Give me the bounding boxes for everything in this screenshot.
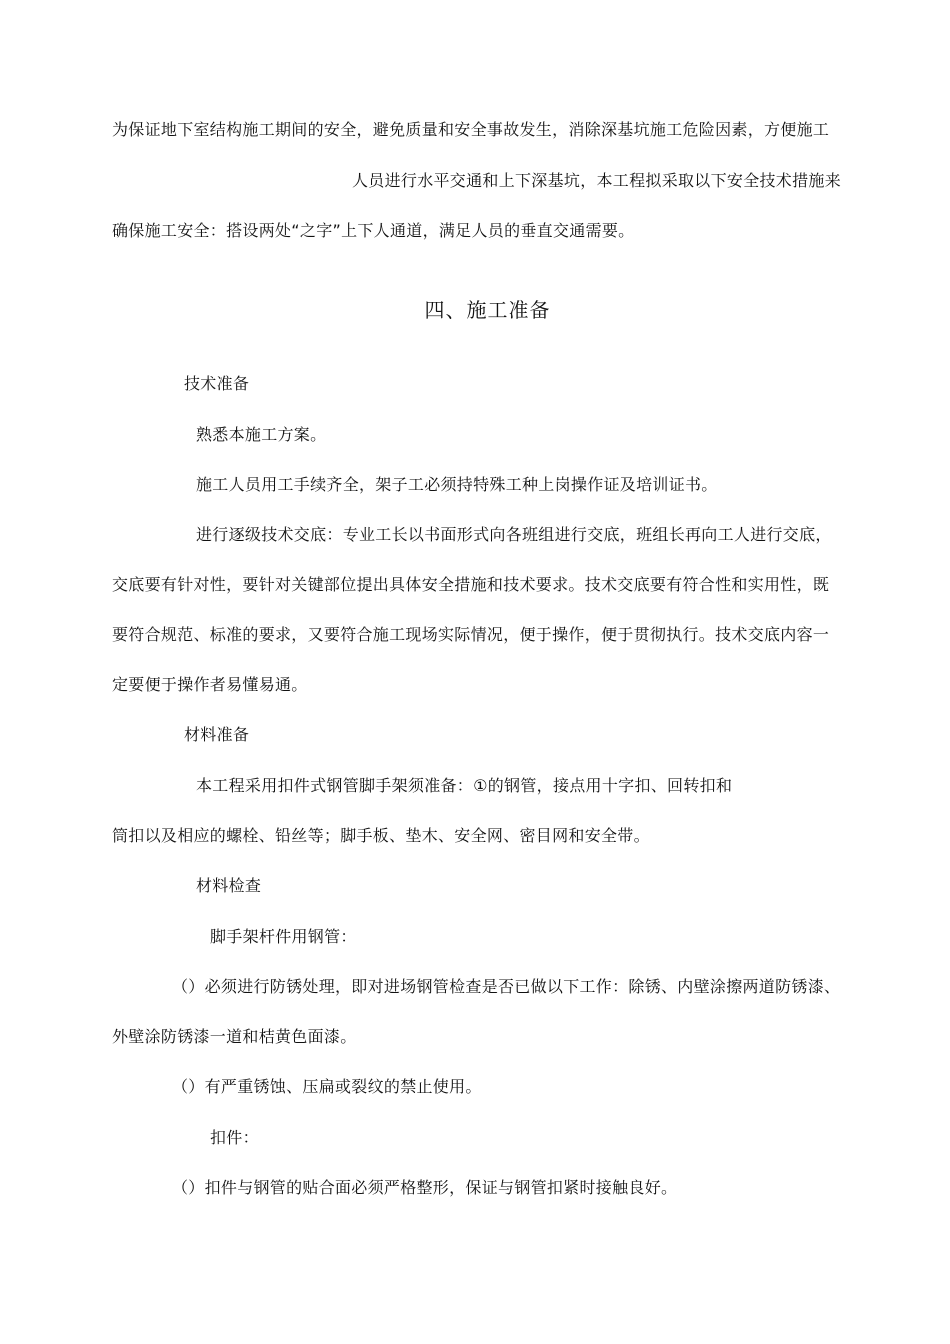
tech-prep-item-3-line-2: 交底要有针对性，要针对关键部位提出具体安全措施和技术要求。技术交底要有符合性和实用性，既 [112, 575, 830, 594]
steel-pipe-heading: 脚手架杆件用钢管： [210, 927, 357, 946]
tech-prep-item-2: 施工人员用工手续齐全，架子工必须持特殊工种上岗操作证及培训证书。 [196, 475, 718, 494]
tech-prep-item-3-line-3: 要符合规范、标准的要求，又要符合施工现场实际情况，便于操作，便于贯彻执行。技术交底内容一 [112, 625, 830, 644]
tech-prep-item-3-line-1: 进行逐级技术交底：专业工长以书面形式向各班组进行交底，班组长再向工人进行交底， [196, 525, 832, 544]
material-prep-line-1: 本工程采用扣件式钢管脚手架须准备：①的钢管，接点用十字扣、回转扣和 [196, 776, 733, 795]
intro-line-1: 为保证地下室结构施工期间的安全，避免质量和安全事故发生，消除深基坑施工危险因素，方便施工 [112, 120, 830, 139]
intro-line-3: 确保施工安全：搭设两处“之字”上下人通道，满足人员的垂直交通需要。 [112, 221, 635, 240]
material-prep-line-2: 筒扣以及相应的螺栓、铅丝等；脚手板、垫木、安全网、密目网和安全带。 [112, 826, 650, 845]
intro-line-2: 人员进行水平交通和上下深基坑，本工程拟采取以下安全技术措施来 [352, 171, 842, 190]
coupler-item-1: （）扣件与钢管的贴合面必须严格整形，保证与钢管扣紧时接触良好。 [172, 1178, 678, 1197]
pipe-item-2: （）有严重锈蚀、压扁或裂纹的禁止使用。 [172, 1077, 482, 1096]
section-title: 四、施工准备 [424, 298, 551, 322]
pipe-item-1-line-2: 外壁涂防锈漆一道和桔黄色面漆。 [112, 1027, 357, 1046]
tech-prep-item-3-line-4: 定要便于操作者易懂易通。 [112, 675, 308, 694]
pipe-item-1-line-1: （）必须进行防锈处理，即对进场钢管检查是否已做以下工作：除锈、内壁涂擦两道防锈漆、 [172, 977, 841, 996]
material-check-heading: 材料检查 [196, 876, 262, 895]
material-prep-heading: 材料准备 [184, 725, 250, 744]
coupler-heading: 扣件： [210, 1128, 259, 1147]
tech-prep-item-1: 熟悉本施工方案。 [196, 425, 327, 444]
tech-prep-heading: 技术准备 [184, 374, 250, 393]
